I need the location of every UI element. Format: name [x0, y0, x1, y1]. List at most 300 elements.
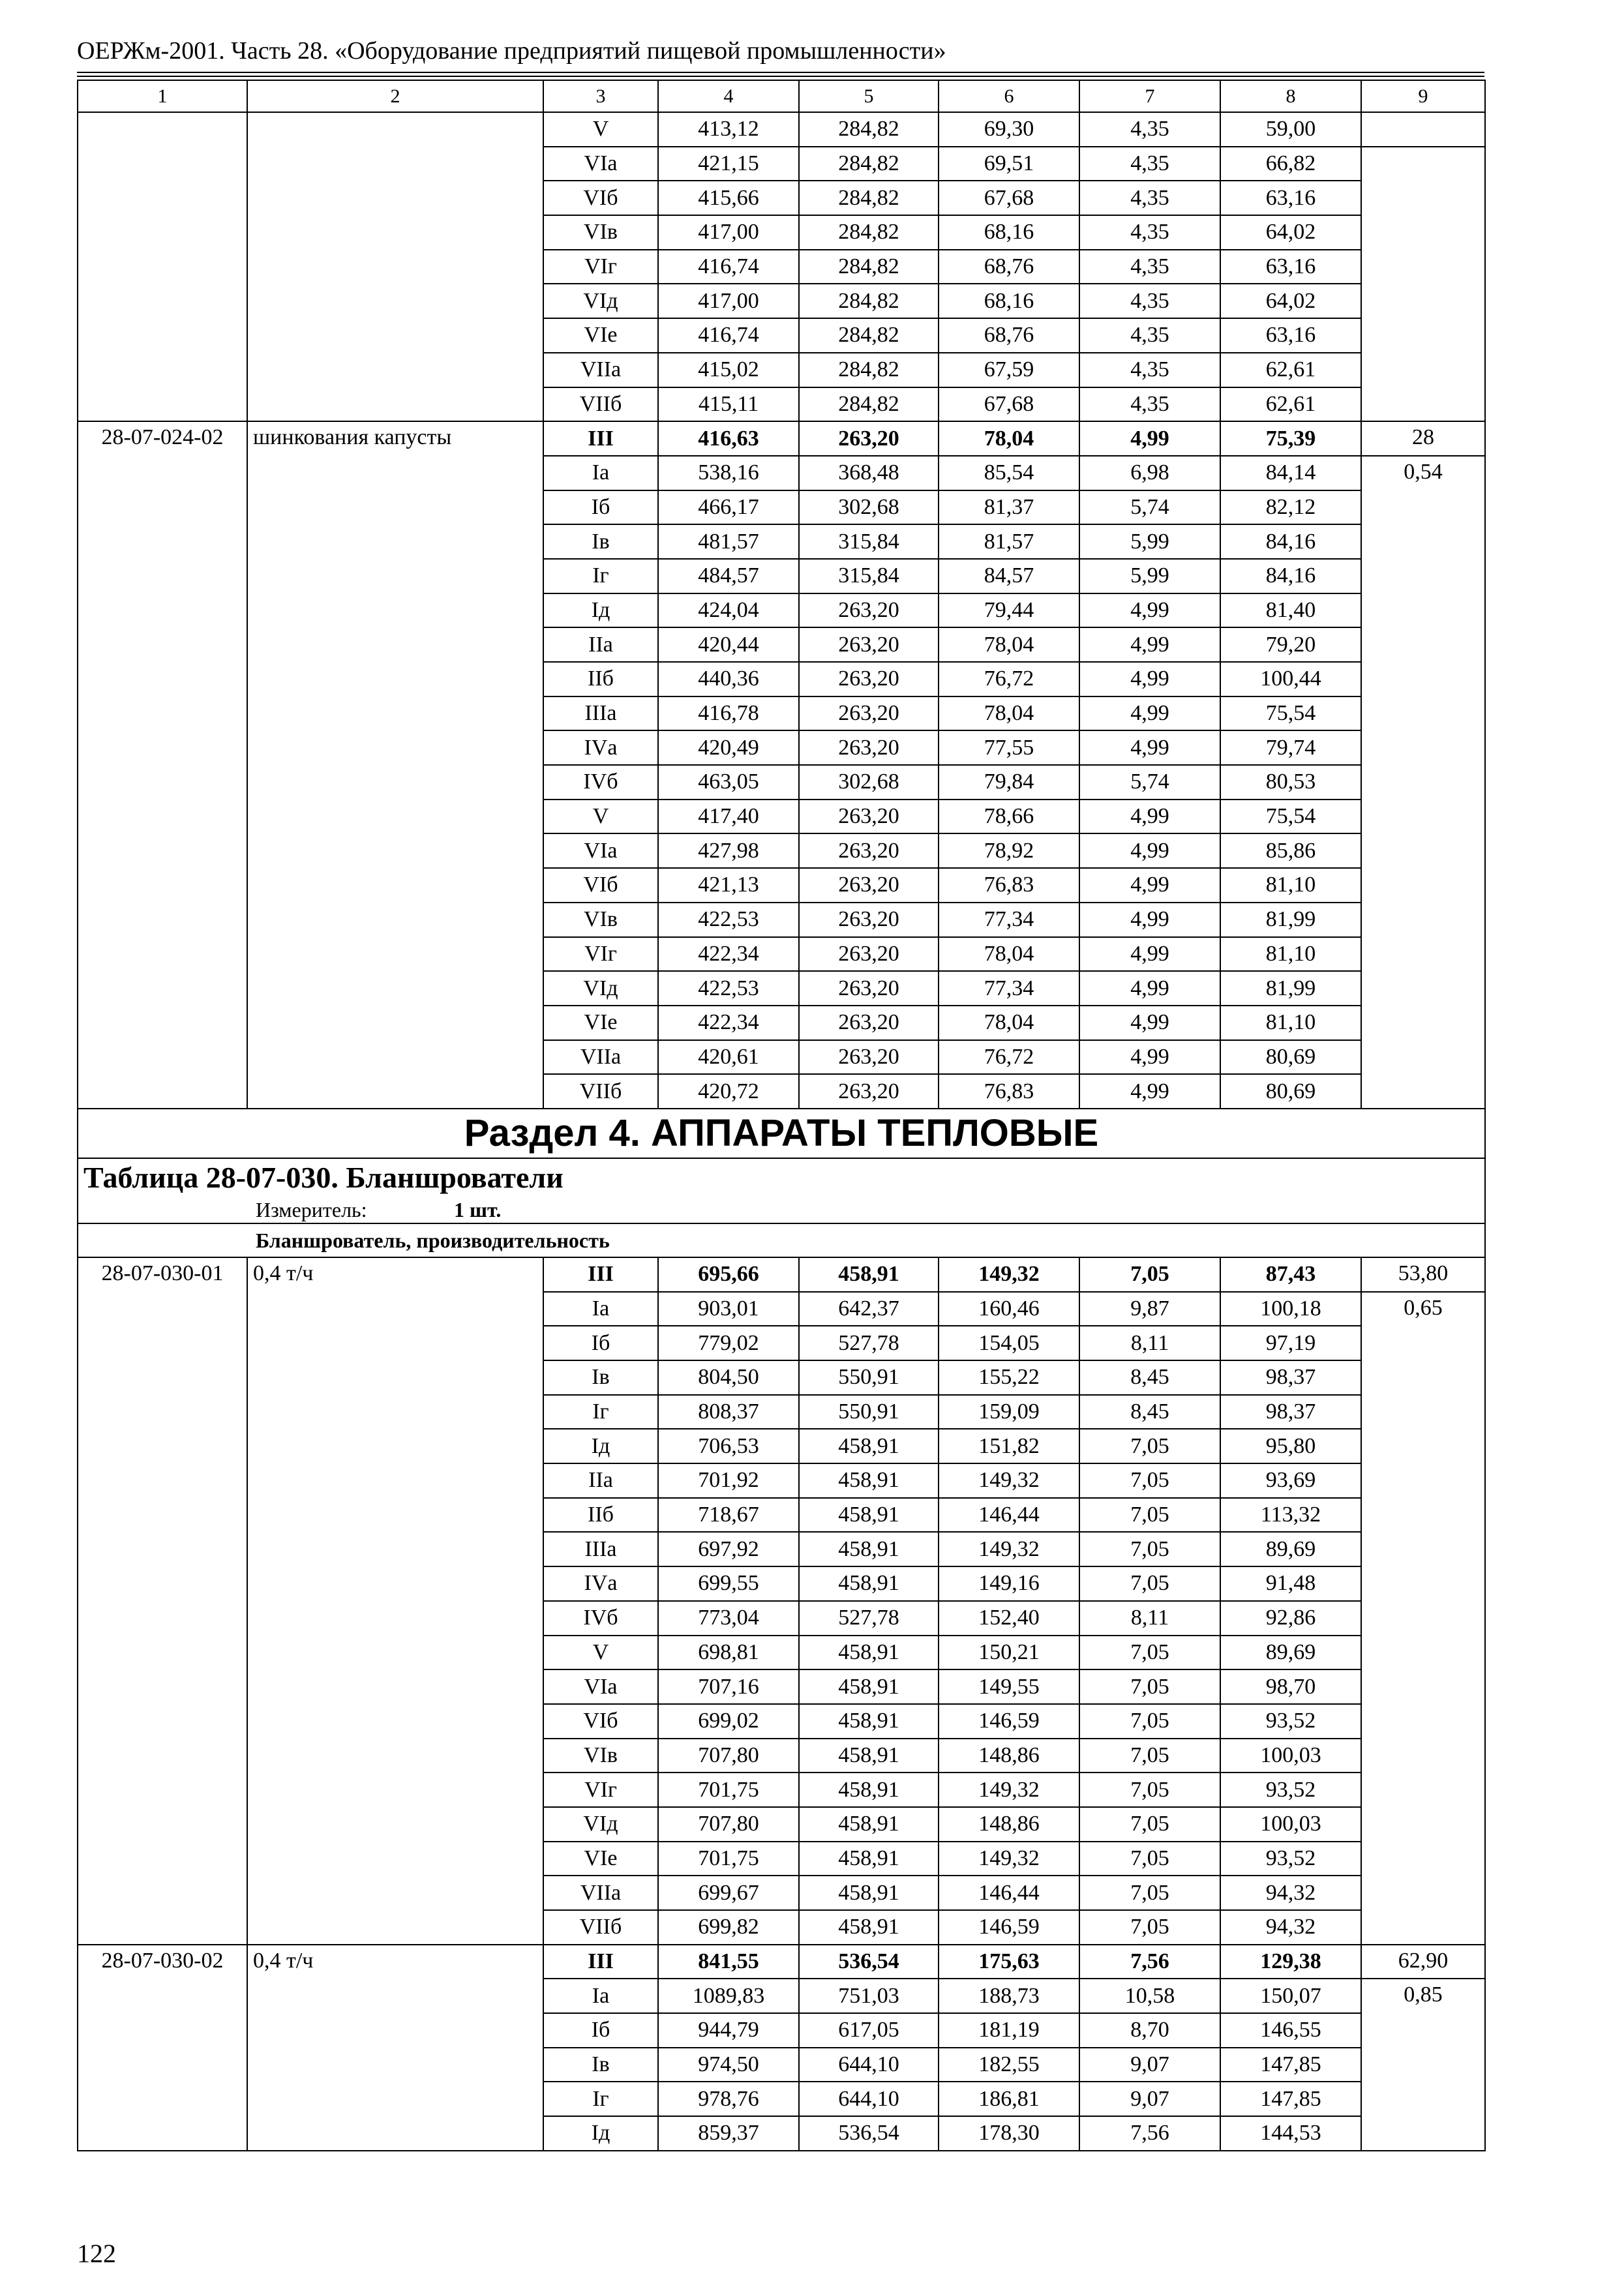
value-cell: 81,99	[1220, 903, 1361, 937]
value-cell: 7,05	[1079, 1876, 1220, 1910]
value-cell: 978,76	[658, 2082, 799, 2116]
resource-cell: 53,80	[1361, 1257, 1485, 1292]
value-cell: 263,20	[799, 730, 939, 765]
value-cell: 302,68	[799, 490, 939, 525]
column-number-cell: 3	[543, 80, 658, 112]
value-cell: 417,00	[658, 284, 799, 318]
resource-cell: 62,90	[1361, 1945, 1485, 1979]
value-cell: 75,54	[1220, 800, 1361, 834]
section-title-row	[78, 1109, 1485, 1158]
value-cell: 9,07	[1079, 2048, 1220, 2082]
value-cell: 4,99	[1079, 971, 1220, 1006]
value-cell: 415,11	[658, 387, 799, 422]
value-cell: 415,66	[658, 181, 799, 215]
value-cell: 148,86	[939, 1807, 1079, 1842]
value-cell: 644,10	[799, 2082, 939, 2116]
rate-name-cell: шинкования капусты	[247, 421, 543, 1109]
value-cell: 417,00	[658, 215, 799, 250]
value-cell: 263,20	[799, 593, 939, 628]
value-cell: 80,69	[1220, 1074, 1361, 1109]
value-cell: 76,83	[939, 1074, 1079, 1109]
value-cell: 150,21	[939, 1636, 1079, 1670]
value-cell: 149,32	[939, 1463, 1079, 1498]
value-cell: 160,46	[939, 1292, 1079, 1326]
zone-cell: Iг	[543, 559, 658, 593]
value-cell: 527,78	[799, 1326, 939, 1360]
rate-code-cell: 28-07-030-01	[78, 1257, 247, 1945]
zone-cell: V	[543, 112, 658, 147]
value-cell: 4,99	[1079, 1074, 1220, 1109]
value-cell: 100,03	[1220, 1739, 1361, 1773]
value-cell: 644,10	[799, 2048, 939, 2082]
value-cell: 8,45	[1079, 1395, 1220, 1429]
value-cell: 536,54	[799, 1945, 939, 1979]
zone-cell: IIIа	[543, 696, 658, 731]
value-cell: 59,00	[1220, 112, 1361, 147]
value-cell: 699,82	[658, 1910, 799, 1945]
value-cell: 149,32	[939, 1773, 1079, 1807]
value-cell: 78,66	[939, 800, 1079, 834]
table-row	[78, 1945, 1485, 1979]
value-cell: 149,32	[939, 1257, 1079, 1292]
value-cell: 5,74	[1079, 765, 1220, 800]
value-cell: 458,91	[799, 1463, 939, 1498]
value-cell: 4,35	[1079, 387, 1220, 422]
value-cell: 7,05	[1079, 1429, 1220, 1463]
value-cell: 263,20	[799, 868, 939, 903]
value-cell: 4,35	[1079, 318, 1220, 353]
value-cell: 95,80	[1220, 1429, 1361, 1463]
value-cell: 706,53	[658, 1429, 799, 1463]
value-cell: 263,20	[799, 1040, 939, 1075]
value-cell: 75,39	[1220, 421, 1361, 456]
value-cell: 80,69	[1220, 1040, 1361, 1075]
value-cell: 69,30	[939, 112, 1079, 147]
value-cell: 182,55	[939, 2048, 1079, 2082]
value-cell: 89,69	[1220, 1636, 1361, 1670]
value-cell: 100,18	[1220, 1292, 1361, 1326]
value-cell: 697,92	[658, 1532, 799, 1566]
zone-cell: III	[543, 1945, 658, 1979]
zone-cell: VIIб	[543, 387, 658, 422]
value-cell: 7,05	[1079, 1257, 1220, 1292]
value-cell: 84,16	[1220, 559, 1361, 593]
value-cell: 78,04	[939, 696, 1079, 731]
value-cell: 76,72	[939, 1040, 1079, 1075]
value-cell: 7,05	[1079, 1739, 1220, 1773]
value-cell: 7,05	[1079, 1773, 1220, 1807]
zone-cell: VIд	[543, 284, 658, 318]
rate-code-cell	[78, 112, 247, 421]
value-cell: 7,05	[1079, 1636, 1220, 1670]
zone-cell: Iв	[543, 1360, 658, 1395]
zone-cell: VIа	[543, 147, 658, 181]
value-cell: 458,91	[799, 1669, 939, 1704]
value-cell: 4,99	[1079, 662, 1220, 696]
value-cell: 87,43	[1220, 1257, 1361, 1292]
value-cell: 7,05	[1079, 1910, 1220, 1945]
rates-table	[77, 80, 1486, 2151]
value-cell: 4,35	[1079, 215, 1220, 250]
value-cell: 7,05	[1079, 1566, 1220, 1601]
zone-cell: Iд	[543, 1429, 658, 1463]
value-cell: 527,78	[799, 1601, 939, 1636]
value-cell: 98,37	[1220, 1360, 1361, 1395]
column-numbers-row	[78, 80, 1485, 112]
value-cell: 78,04	[939, 421, 1079, 456]
value-cell: 64,02	[1220, 284, 1361, 318]
value-cell: 93,52	[1220, 1704, 1361, 1739]
value-cell: 84,14	[1220, 456, 1361, 490]
value-cell: 7,05	[1079, 1498, 1220, 1533]
value-cell: 79,74	[1220, 730, 1361, 765]
value-cell: 67,59	[939, 353, 1079, 387]
value-cell: 416,78	[658, 696, 799, 731]
zone-cell: VIв	[543, 215, 658, 250]
value-cell: 458,91	[799, 1498, 939, 1533]
rate-code-cell: 28-07-030-02	[78, 1945, 247, 2151]
value-cell: 68,76	[939, 250, 1079, 284]
value-cell: 69,51	[939, 147, 1079, 181]
value-cell: 148,86	[939, 1739, 1079, 1773]
value-cell: 4,35	[1079, 181, 1220, 215]
value-cell: 5,74	[1079, 490, 1220, 525]
zone-cell: Iд	[543, 2116, 658, 2151]
zone-cell: III	[543, 421, 658, 456]
value-cell: 642,37	[799, 1292, 939, 1326]
table-title-row	[78, 1158, 1485, 1197]
column-number-cell: 2	[247, 80, 543, 112]
zone-cell: VIв	[543, 903, 658, 937]
zone-cell: IVб	[543, 1601, 658, 1636]
value-cell: 78,04	[939, 937, 1079, 972]
table-title: Таблица 28-07-030. Бланшрователи	[78, 1158, 1485, 1197]
value-cell: 263,20	[799, 971, 939, 1006]
value-cell: 8,11	[1079, 1601, 1220, 1636]
value-cell: 10,58	[1079, 1979, 1220, 2013]
value-cell: 186,81	[939, 2082, 1079, 2116]
value-cell: 417,40	[658, 800, 799, 834]
value-cell: 4,35	[1079, 250, 1220, 284]
zone-cell: III	[543, 1257, 658, 1292]
value-cell: 85,54	[939, 456, 1079, 490]
value-cell: 422,34	[658, 1006, 799, 1040]
value-cell: 263,20	[799, 1006, 939, 1040]
value-cell: 440,36	[658, 662, 799, 696]
value-cell: 93,69	[1220, 1463, 1361, 1498]
resource-cell: 0,54	[1361, 456, 1485, 1109]
value-cell: 81,57	[939, 524, 1079, 559]
value-cell: 284,82	[799, 318, 939, 353]
value-cell: 8,45	[1079, 1360, 1220, 1395]
value-cell: 302,68	[799, 765, 939, 800]
value-cell: 315,84	[799, 524, 939, 559]
subheading-text: Бланшрователь, производительность	[256, 1228, 610, 1252]
zone-cell: VIб	[543, 868, 658, 903]
value-cell: 707,80	[658, 1739, 799, 1773]
value-cell: 7,05	[1079, 1669, 1220, 1704]
value-cell: 420,61	[658, 1040, 799, 1075]
column-number-cell: 6	[939, 80, 1079, 112]
value-cell: 78,92	[939, 833, 1079, 868]
value-cell: 422,34	[658, 937, 799, 972]
value-cell: 944,79	[658, 2013, 799, 2048]
value-cell: 859,37	[658, 2116, 799, 2151]
value-cell: 751,03	[799, 1979, 939, 2013]
value-cell: 98,70	[1220, 1669, 1361, 1704]
zone-cell: Iв	[543, 2048, 658, 2082]
value-cell: 4,99	[1079, 696, 1220, 731]
zone-cell: VIд	[543, 1807, 658, 1842]
value-cell: 7,56	[1079, 2116, 1220, 2151]
value-cell: 81,10	[1220, 937, 1361, 972]
zone-cell: Iг	[543, 1395, 658, 1429]
value-cell: 146,44	[939, 1876, 1079, 1910]
section-title: Раздел 4. АППАРАТЫ ТЕПЛОВЫЕ	[78, 1109, 1485, 1158]
value-cell: 89,69	[1220, 1532, 1361, 1566]
value-cell: 159,09	[939, 1395, 1079, 1429]
value-cell: 699,02	[658, 1704, 799, 1739]
value-cell: 63,16	[1220, 318, 1361, 353]
value-cell: 63,16	[1220, 181, 1361, 215]
value-cell: 284,82	[799, 181, 939, 215]
value-cell: 78,04	[939, 627, 1079, 662]
zone-cell: VIа	[543, 833, 658, 868]
value-cell: 841,55	[658, 1945, 799, 1979]
value-cell: 458,91	[799, 1773, 939, 1807]
value-cell: 81,10	[1220, 868, 1361, 903]
zone-cell: Iб	[543, 1326, 658, 1360]
value-cell: 808,37	[658, 1395, 799, 1429]
value-cell: 93,52	[1220, 1842, 1361, 1876]
value-cell: 458,91	[799, 1704, 939, 1739]
value-cell: 458,91	[799, 1739, 939, 1773]
value-cell: 284,82	[799, 147, 939, 181]
value-cell: 8,70	[1079, 2013, 1220, 2048]
value-cell: 154,05	[939, 1326, 1079, 1360]
value-cell: 75,54	[1220, 696, 1361, 731]
value-cell: 6,98	[1079, 456, 1220, 490]
value-cell: 82,12	[1220, 490, 1361, 525]
value-cell: 129,38	[1220, 1945, 1361, 1979]
value-cell: 76,83	[939, 868, 1079, 903]
value-cell: 4,99	[1079, 903, 1220, 937]
value-cell: 466,17	[658, 490, 799, 525]
subheading-row	[78, 1223, 1485, 1257]
zone-cell: VIб	[543, 181, 658, 215]
resource-cell: 28	[1361, 421, 1485, 456]
zone-cell: VIе	[543, 1842, 658, 1876]
value-cell: 903,01	[658, 1292, 799, 1326]
value-cell: 76,72	[939, 662, 1079, 696]
value-cell: 81,99	[1220, 971, 1361, 1006]
value-cell: 368,48	[799, 456, 939, 490]
rate-name-cell	[247, 112, 543, 421]
value-cell: 146,55	[1220, 2013, 1361, 2048]
value-cell: 175,63	[939, 1945, 1079, 1979]
value-cell: 100,44	[1220, 662, 1361, 696]
value-cell: 149,16	[939, 1566, 1079, 1601]
value-cell: 113,32	[1220, 1498, 1361, 1533]
value-cell: 81,37	[939, 490, 1079, 525]
column-number-cell: 1	[78, 80, 247, 112]
value-cell: 804,50	[658, 1360, 799, 1395]
zone-cell: VIд	[543, 971, 658, 1006]
zone-cell: VIIа	[543, 1040, 658, 1075]
value-cell: 4,99	[1079, 1040, 1220, 1075]
value-cell: 4,99	[1079, 800, 1220, 834]
zone-cell: Iа	[543, 456, 658, 490]
zone-cell: VIIб	[543, 1074, 658, 1109]
value-cell: 263,20	[799, 833, 939, 868]
value-cell: 481,57	[658, 524, 799, 559]
column-number-cell: 4	[658, 80, 799, 112]
value-cell: 536,54	[799, 2116, 939, 2151]
value-cell: 7,05	[1079, 1704, 1220, 1739]
value-cell: 718,67	[658, 1498, 799, 1533]
value-cell: 181,19	[939, 2013, 1079, 2048]
value-cell: 146,59	[939, 1704, 1079, 1739]
value-cell: 263,20	[799, 937, 939, 972]
value-cell: 67,68	[939, 387, 1079, 422]
zone-cell: VIб	[543, 1704, 658, 1739]
zone-cell: V	[543, 1636, 658, 1670]
value-cell: 427,98	[658, 833, 799, 868]
zone-cell: Iг	[543, 2082, 658, 2116]
value-cell: 91,48	[1220, 1566, 1361, 1601]
value-cell: 550,91	[799, 1395, 939, 1429]
value-cell: 458,91	[799, 1532, 939, 1566]
value-cell: 263,20	[799, 696, 939, 731]
zone-cell: Iв	[543, 524, 658, 559]
resource-cell	[1361, 112, 1485, 147]
value-cell: 98,37	[1220, 1395, 1361, 1429]
value-cell: 420,49	[658, 730, 799, 765]
value-cell: 458,91	[799, 1257, 939, 1292]
page-number: 122	[77, 2239, 116, 2268]
value-cell: 4,35	[1079, 112, 1220, 147]
value-cell: 80,53	[1220, 765, 1361, 800]
value-cell: 701,92	[658, 1463, 799, 1498]
value-cell: 5,99	[1079, 559, 1220, 593]
value-cell: 698,81	[658, 1636, 799, 1670]
column-number-cell: 5	[799, 80, 939, 112]
table-row	[78, 1257, 1485, 1292]
value-cell: 77,55	[939, 730, 1079, 765]
zone-cell: IIа	[543, 627, 658, 662]
value-cell: 94,32	[1220, 1876, 1361, 1910]
value-cell: 458,91	[799, 1842, 939, 1876]
value-cell: 773,04	[658, 1601, 799, 1636]
value-cell: 84,16	[1220, 524, 1361, 559]
zone-cell: VIе	[543, 1006, 658, 1040]
measure-cell	[78, 1197, 1485, 1223]
value-cell: 458,91	[799, 1910, 939, 1945]
value-cell: 416,74	[658, 250, 799, 284]
rate-name-cell: 0,4 т/ч	[247, 1257, 543, 1945]
value-cell: 149,32	[939, 1842, 1079, 1876]
value-cell: 695,66	[658, 1257, 799, 1292]
value-cell: 79,84	[939, 765, 1079, 800]
zone-cell: VIв	[543, 1739, 658, 1773]
resource-cell	[1361, 147, 1485, 422]
value-cell: 284,82	[799, 387, 939, 422]
zone-cell: IVа	[543, 730, 658, 765]
value-cell: 263,20	[799, 800, 939, 834]
zone-cell: IVа	[543, 1566, 658, 1601]
value-cell: 422,53	[658, 971, 799, 1006]
value-cell: 149,32	[939, 1532, 1079, 1566]
value-cell: 63,16	[1220, 250, 1361, 284]
value-cell: 538,16	[658, 456, 799, 490]
zone-cell: VIа	[543, 1669, 658, 1704]
value-cell: 415,02	[658, 353, 799, 387]
value-cell: 1089,83	[658, 1979, 799, 2013]
zone-cell: VIIа	[543, 353, 658, 387]
value-cell: 4,99	[1079, 627, 1220, 662]
value-cell: 458,91	[799, 1636, 939, 1670]
zone-cell: VIIб	[543, 1910, 658, 1945]
value-cell: 263,20	[799, 421, 939, 456]
zone-cell: IIб	[543, 1498, 658, 1533]
column-number-cell: 9	[1361, 80, 1485, 112]
measure-label: Измеритель:	[256, 1197, 367, 1221]
value-cell: 416,74	[658, 318, 799, 353]
value-cell: 77,34	[939, 903, 1079, 937]
value-cell: 699,55	[658, 1566, 799, 1601]
header-rule-double	[77, 76, 1484, 77]
value-cell: 62,61	[1220, 387, 1361, 422]
value-cell: 8,11	[1079, 1326, 1220, 1360]
value-cell: 284,82	[799, 353, 939, 387]
value-cell: 420,44	[658, 627, 799, 662]
value-cell: 458,91	[799, 1876, 939, 1910]
zone-cell: Iб	[543, 490, 658, 525]
value-cell: 7,05	[1079, 1532, 1220, 1566]
zone-cell: VIг	[543, 937, 658, 972]
value-cell: 9,87	[1079, 1292, 1220, 1326]
value-cell: 315,84	[799, 559, 939, 593]
value-cell: 550,91	[799, 1360, 939, 1395]
value-cell: 701,75	[658, 1842, 799, 1876]
zone-cell: VIе	[543, 318, 658, 353]
measure-row	[78, 1197, 1485, 1223]
column-number-cell: 8	[1220, 80, 1361, 112]
value-cell: 92,86	[1220, 1601, 1361, 1636]
zone-cell: IIIа	[543, 1532, 658, 1566]
value-cell: 458,91	[799, 1429, 939, 1463]
zone-cell: V	[543, 800, 658, 834]
zone-cell: Iа	[543, 1979, 658, 2013]
value-cell: 67,68	[939, 181, 1079, 215]
value-cell: 151,82	[939, 1429, 1079, 1463]
value-cell: 85,86	[1220, 833, 1361, 868]
value-cell: 81,10	[1220, 1006, 1361, 1040]
zone-cell: Iб	[543, 2013, 658, 2048]
measure-value: 1 шт.	[454, 1197, 502, 1221]
zone-cell: IIб	[543, 662, 658, 696]
value-cell: 263,20	[799, 662, 939, 696]
value-cell: 93,52	[1220, 1773, 1361, 1807]
value-cell: 5,99	[1079, 524, 1220, 559]
value-cell: 4,35	[1079, 147, 1220, 181]
value-cell: 77,34	[939, 971, 1079, 1006]
value-cell: 4,99	[1079, 937, 1220, 972]
value-cell: 147,85	[1220, 2048, 1361, 2082]
rate-name-cell: 0,4 т/ч	[247, 1945, 543, 2151]
value-cell: 284,82	[799, 112, 939, 147]
value-cell: 62,61	[1220, 353, 1361, 387]
